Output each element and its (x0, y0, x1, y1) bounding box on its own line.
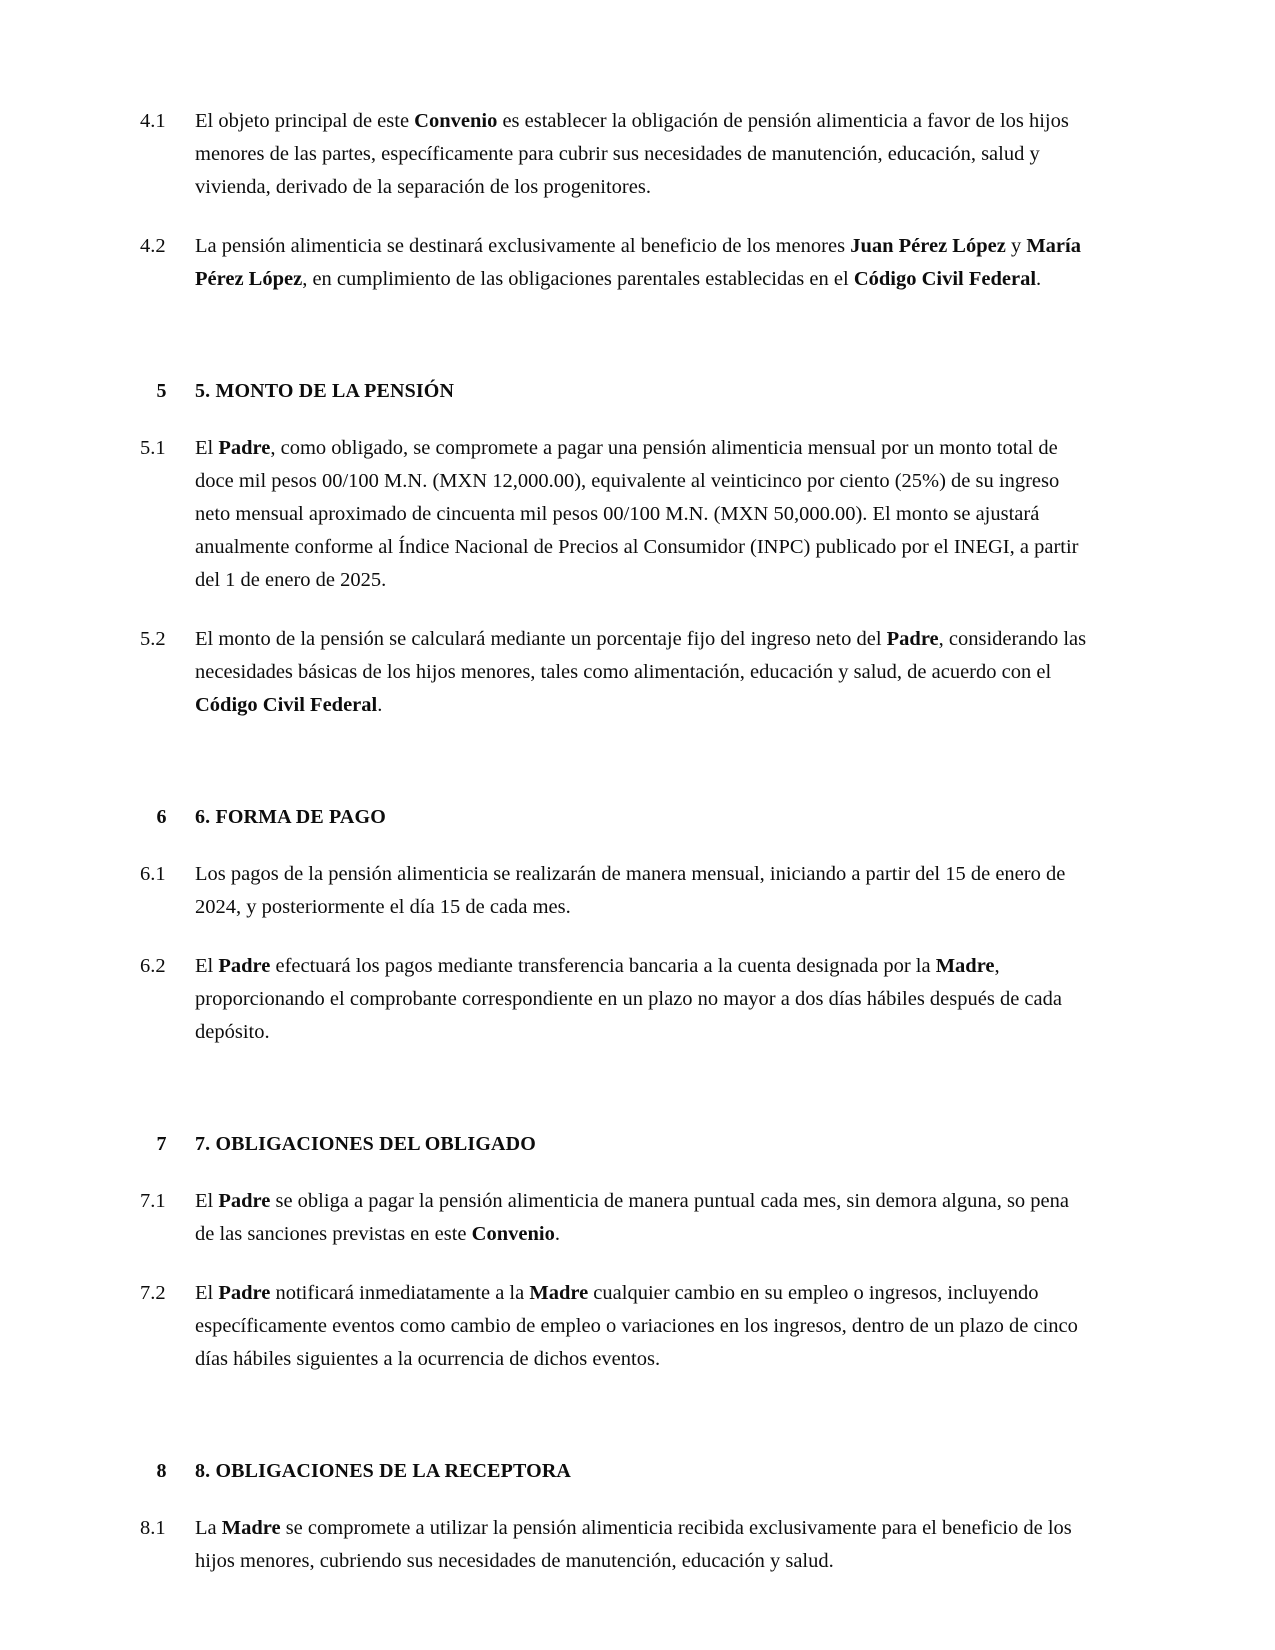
section-heading-number: 8 (156, 1460, 167, 1482)
clause-text: Los pagos de la pensión alimenticia se realizarán de manera mensual, iniciando a partir del 15 de enero de 2024, y posteriormente el día 15 de cada mes. (195, 863, 1066, 918)
clause-number: 4.2 (140, 235, 166, 257)
clause-4.2 (140, 230, 1090, 296)
clause-number: 6.1 (140, 863, 166, 885)
clause-7.1 (140, 1185, 1090, 1251)
clause-number: 8.1 (140, 1517, 166, 1539)
section-heading (140, 376, 1090, 406)
clause-number: 7.1 (140, 1190, 166, 1212)
clause-text: La Madre se compromete a utilizar la pensión alimenticia recibida exclusivamente para el beneficio de los hijos menores, cubriendo sus necesidades de manutención, educación y salud. (195, 1517, 1072, 1572)
clause-6.2 (140, 950, 1090, 1049)
section-spacer (140, 1075, 1090, 1129)
clause-number: 6.2 (140, 955, 166, 977)
clause-number: 5.2 (140, 628, 166, 650)
section-heading-title: 5. MONTO DE LA PENSIÓN (195, 380, 455, 402)
clause-text: El Padre, como obligado, se compromete a pagar una pensión alimenticia mensual por un monto total de doce mil pesos 00/100 M.N. (MXN 12,000.00), equivalente al veinticinco por ciento (25%) de su ingreso neto mensual aproximado de cincuenta mil pesos 00/100 M.N. (MXN 50,000.00). El monto se ajustará anualmente conforme al Índice Nacional de Precios al Consumidor (INPC) publicado por el INEGI, a partir del 1 de enero de 2025. (195, 437, 1079, 591)
section-spacer (140, 322, 1090, 376)
clause-text: El Padre notificará inmediatamente a la Madre cualquier cambio en su empleo o ingresos, incluyendo específicamente eventos como cambio de empleo o variaciones en los ingresos, dentro de un plazo de cinco días hábiles siguientes a la ocurrencia de dichos eventos. (195, 1282, 1078, 1370)
clause-4.1 (140, 105, 1090, 204)
section-heading-title: 7. OBLIGACIONES DEL OBLIGADO (195, 1133, 536, 1155)
clause-text: El monto de la pensión se calculará mediante un porcentaje fijo del ingreso neto del Padre, considerando las necesidades básicas de los hijos menores, tales como alimentación, educación y salud, de acuerdo con el Código Civil Federal. (195, 628, 1087, 716)
clause-number: 4.1 (140, 110, 166, 132)
clause-text: El Padre se obliga a pagar la pensión alimenticia de manera puntual cada mes, sin demora alguna, so pena de las sanciones previstas en este Convenio. (195, 1190, 1069, 1245)
clause-text: La pensión alimenticia se destinará exclusivamente al beneficio de los menores Juan Pérez López y María Pérez López, en cumplimiento de las obligaciones parentales establecidas en el Código Civil Federal. (195, 235, 1081, 290)
clause-text: El objeto principal de este Convenio es establecer la obligación de pensión alimenticia a favor de los hijos menores de las partes, específicamente para cubrir sus necesidades de manutención, educación, salud y vivienda, derivado de la separación de los progenitores. (195, 110, 1069, 198)
clause-8.1 (140, 1512, 1090, 1578)
section-heading (140, 1456, 1090, 1486)
clause-text: El Padre efectuará los pagos mediante transferencia bancaria a la cuenta designada por la Madre, proporcionando el comprobante correspondiente en un plazo no mayor a dos días hábiles después de cada depósito. (195, 955, 1062, 1043)
section-spacer (140, 748, 1090, 802)
section-heading-title: 6. FORMA DE PAGO (195, 806, 386, 828)
section-heading-number: 6 (156, 806, 167, 828)
section-heading-number: 5 (156, 380, 167, 402)
section-heading (140, 1129, 1090, 1159)
clause-5.2 (140, 623, 1090, 722)
clause-number: 7.2 (140, 1282, 166, 1304)
section-spacer (140, 1402, 1090, 1456)
clause-6.1 (140, 858, 1090, 924)
clause-number: 5.1 (140, 437, 166, 459)
section-heading (140, 802, 1090, 832)
section-heading-number: 7 (156, 1133, 167, 1155)
section-heading-title: 8. OBLIGACIONES DE LA RECEPTORA (195, 1460, 572, 1482)
document-body (140, 105, 1090, 1578)
clause-7.2 (140, 1277, 1090, 1376)
clause-5.1 (140, 432, 1090, 597)
